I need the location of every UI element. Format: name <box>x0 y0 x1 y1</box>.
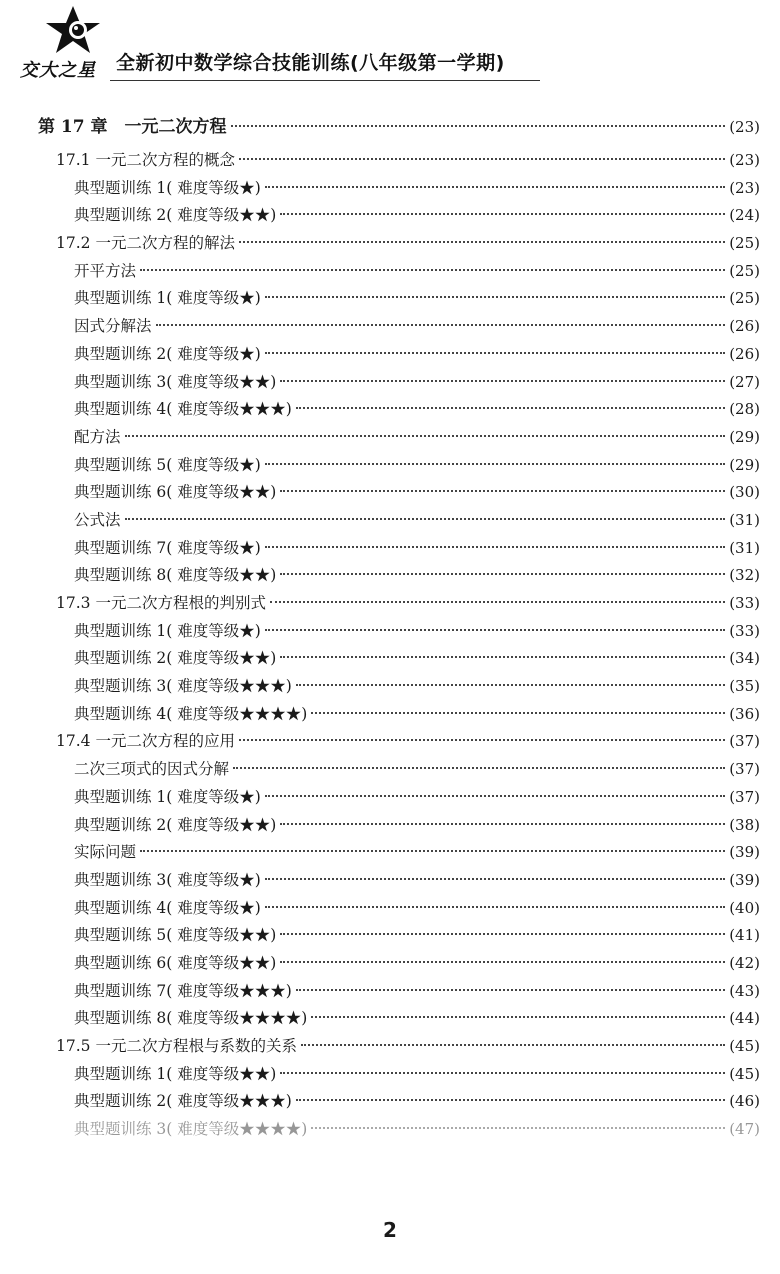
dot-leader <box>301 1044 725 1046</box>
toc-entry <box>0 480 780 508</box>
toc-entry-page: (31) <box>729 538 760 557</box>
toc-entry-page: (46) <box>729 1092 760 1111</box>
toc-entry-page: (45) <box>729 1037 760 1055</box>
toc-entry-page: (23) <box>729 118 760 136</box>
toc-entry-title: 典型题训练 3( 难度等级★★) <box>74 372 277 391</box>
toc-entry-page: (24) <box>729 206 760 225</box>
toc-entry-page: (45) <box>729 1064 760 1083</box>
table-of-contents <box>0 112 780 1145</box>
toc-entry <box>0 563 780 591</box>
dot-leader <box>280 213 725 215</box>
toc-entry-title: 典型题训练 6( 难度等级★★) <box>74 483 277 502</box>
toc-entry <box>0 951 780 979</box>
toc-entry-page: (29) <box>729 427 760 446</box>
toc-entry <box>0 1034 780 1062</box>
toc-entry-page: (35) <box>729 677 760 696</box>
toc-entry-page: (33) <box>729 594 760 612</box>
dot-leader <box>280 1072 725 1074</box>
toc-entry-title: 典型题训练 1( 难度等级★) <box>74 787 261 806</box>
toc-entry-title: 17.3 一元二次方程根的判别式 <box>56 594 266 612</box>
toc-entry-page: (39) <box>729 870 760 889</box>
dot-leader <box>280 961 725 963</box>
toc-entry <box>0 896 780 924</box>
dot-leader <box>140 850 725 852</box>
dot-leader <box>239 158 725 160</box>
toc-entry <box>0 674 780 702</box>
toc-entry-title: 典型题训练 6( 难度等级★★) <box>74 953 277 972</box>
toc-entry-title: 公式法 <box>74 510 121 529</box>
toc-entry-title: 典型题训练 1( 难度等级★★) <box>74 1064 277 1083</box>
toc-entry-page: (28) <box>729 400 760 419</box>
dot-leader <box>280 380 725 382</box>
dot-leader <box>125 518 726 520</box>
toc-entry-title: 实际问题 <box>74 843 137 862</box>
toc-entry <box>0 1089 780 1117</box>
toc-entry-title: 典型题训练 7( 难度等级★★★) <box>74 981 292 1000</box>
toc-entry-title: 17.2 一元二次方程的解法 <box>56 234 235 253</box>
toc-entry-page: (30) <box>729 483 760 502</box>
toc-entry-title: 典型题训练 3( 难度等级★★★★) <box>74 1120 308 1139</box>
toc-entry-title: 典型题训练 2( 难度等级★★) <box>74 815 277 834</box>
star-logo-icon <box>42 4 104 56</box>
toc-entry-title: 典型题训练 8( 难度等级★★) <box>74 566 277 585</box>
toc-entry-title: 典型题训练 5( 难度等级★) <box>74 455 261 474</box>
toc-entry <box>0 813 780 841</box>
toc-entry-title: 典型题训练 4( 难度等级★) <box>74 898 261 917</box>
toc-entry <box>0 1006 780 1034</box>
toc-entry-page: (27) <box>729 372 760 391</box>
toc-entry <box>0 176 780 204</box>
toc-entry <box>0 840 780 868</box>
toc-entry-title: 典型题训练 3( 难度等级★) <box>74 870 261 889</box>
dot-leader <box>233 767 725 769</box>
toc-entry-title: 典型题训练 7( 难度等级★) <box>74 538 261 557</box>
toc-entry-title: 因式分解法 <box>74 317 152 336</box>
toc-entry-page: (25) <box>729 234 760 253</box>
toc-entry-page: (23) <box>729 151 760 169</box>
dot-leader <box>265 906 725 908</box>
dot-leader <box>296 989 725 991</box>
page-header <box>0 0 780 90</box>
toc-entry <box>0 342 780 370</box>
toc-entry <box>0 148 780 176</box>
toc-entry-title: 典型题训练 1( 难度等级★) <box>74 178 261 197</box>
toc-entry-title: 典型题训练 1( 难度等级★) <box>74 289 261 308</box>
toc-entry-page: (31) <box>729 510 760 529</box>
dot-leader <box>265 463 725 465</box>
toc-entry-page: (36) <box>729 704 760 723</box>
toc-entry <box>0 425 780 453</box>
toc-entry <box>0 702 780 730</box>
toc-entry <box>0 286 780 314</box>
toc-entry-title: 典型题训练 2( 难度等级★★★) <box>74 1092 292 1111</box>
toc-entry-page: (26) <box>729 317 760 336</box>
toc-entry-title: 17.4 一元二次方程的应用 <box>56 732 235 751</box>
dot-leader <box>265 629 725 631</box>
toc-entry-page: (40) <box>729 898 760 917</box>
toc-entry <box>0 370 780 398</box>
toc-entry-page: (34) <box>729 649 760 668</box>
dot-leader <box>280 573 725 575</box>
toc-entry-page: (43) <box>729 981 760 1000</box>
toc-entry <box>0 923 780 951</box>
dot-leader <box>265 546 725 548</box>
toc-entry-page: (39) <box>729 843 760 862</box>
toc-entry-page: (25) <box>729 289 760 308</box>
dot-leader <box>296 1099 725 1101</box>
toc-entry <box>0 536 780 564</box>
toc-entry-page: (26) <box>729 344 760 363</box>
toc-entry-title: 典型题训练 2( 难度等级★★) <box>74 206 277 225</box>
dot-leader <box>311 1127 725 1129</box>
publisher-logo <box>20 4 130 84</box>
toc-entry-page: (42) <box>729 953 760 972</box>
toc-entry <box>0 397 780 425</box>
toc-entry-title: 典型题训练 5( 难度等级★★) <box>74 926 277 945</box>
toc-entry-page: (25) <box>729 261 760 280</box>
dot-leader <box>265 296 725 298</box>
toc-entry <box>0 591 780 619</box>
dot-leader <box>280 490 725 492</box>
toc-entry-page: (33) <box>729 621 760 640</box>
toc-entry <box>0 231 780 259</box>
dot-leader <box>280 656 725 658</box>
toc-entry-title: 典型题训练 2( 难度等级★) <box>74 344 261 363</box>
toc-entry <box>0 619 780 647</box>
toc-entry-title: 典型题训练 4( 难度等级★★★★) <box>74 704 308 723</box>
toc-entry-page: (29) <box>729 455 760 474</box>
toc-entry-page: (38) <box>729 815 760 834</box>
dot-leader <box>296 684 725 686</box>
toc-entry-title: 17.5 一元二次方程根与系数的关系 <box>56 1037 297 1055</box>
toc-entry <box>0 314 780 342</box>
dot-leader <box>156 324 726 326</box>
toc-entry-page: (47) <box>729 1120 760 1139</box>
toc-entry-title: 典型题训练 2( 难度等级★★) <box>74 649 277 668</box>
toc-entry-page: (23) <box>729 178 760 197</box>
toc-entry-title: 开平方法 <box>74 261 137 280</box>
toc-entry-page: (37) <box>729 732 760 751</box>
toc-entry <box>0 259 780 287</box>
dot-leader <box>311 1016 725 1018</box>
toc-entry-title: 配方法 <box>74 427 121 446</box>
toc-entry <box>0 1062 780 1090</box>
dot-leader <box>280 933 725 935</box>
dot-leader <box>265 186 725 188</box>
dot-leader <box>231 125 726 127</box>
dot-leader <box>265 878 725 880</box>
toc-entry <box>0 729 780 757</box>
toc-entry <box>0 1117 780 1145</box>
toc-entry-title: 典型题训练 4( 难度等级★★★) <box>74 400 292 419</box>
toc-entry-page: (44) <box>729 1009 760 1028</box>
dot-leader <box>270 601 725 603</box>
dot-leader <box>265 352 725 354</box>
header-divider <box>110 80 540 81</box>
toc-entry-title: 第 17 章 一元二次方程 <box>38 117 227 137</box>
toc-entry-page: (37) <box>729 760 760 779</box>
toc-entry <box>0 757 780 785</box>
toc-entry-title: 二次三项式的因式分解 <box>74 760 230 779</box>
dot-leader <box>311 712 725 714</box>
dot-leader <box>239 241 725 243</box>
toc-entry <box>0 646 780 674</box>
toc-entry <box>0 979 780 1007</box>
toc-entry-title: 典型题训练 1( 难度等级★) <box>74 621 261 640</box>
dot-leader <box>239 739 725 741</box>
toc-entry-title: 17.1 一元二次方程的概念 <box>56 151 235 169</box>
toc-entry-title: 典型题训练 8( 难度等级★★★★) <box>74 1009 308 1028</box>
toc-entry-page: (32) <box>729 566 760 585</box>
dot-leader <box>296 407 725 409</box>
toc-entry <box>0 112 780 142</box>
toc-entry <box>0 785 780 813</box>
book-title: 全新初中数学综合技能训练(八年级第一学期) <box>116 52 505 74</box>
dot-leader <box>125 435 726 437</box>
dot-leader <box>265 795 725 797</box>
page-number: 2 <box>383 1218 397 1242</box>
toc-entry <box>0 203 780 231</box>
toc-entry-page: (37) <box>729 787 760 806</box>
toc-entry <box>0 868 780 896</box>
dot-leader <box>140 269 725 271</box>
logo-text: 交大之星 <box>20 60 96 81</box>
toc-entry <box>0 453 780 481</box>
toc-entry-page: (41) <box>729 926 760 945</box>
toc-entry <box>0 508 780 536</box>
toc-entry-title: 典型题训练 3( 难度等级★★★) <box>74 677 292 696</box>
dot-leader <box>280 823 725 825</box>
